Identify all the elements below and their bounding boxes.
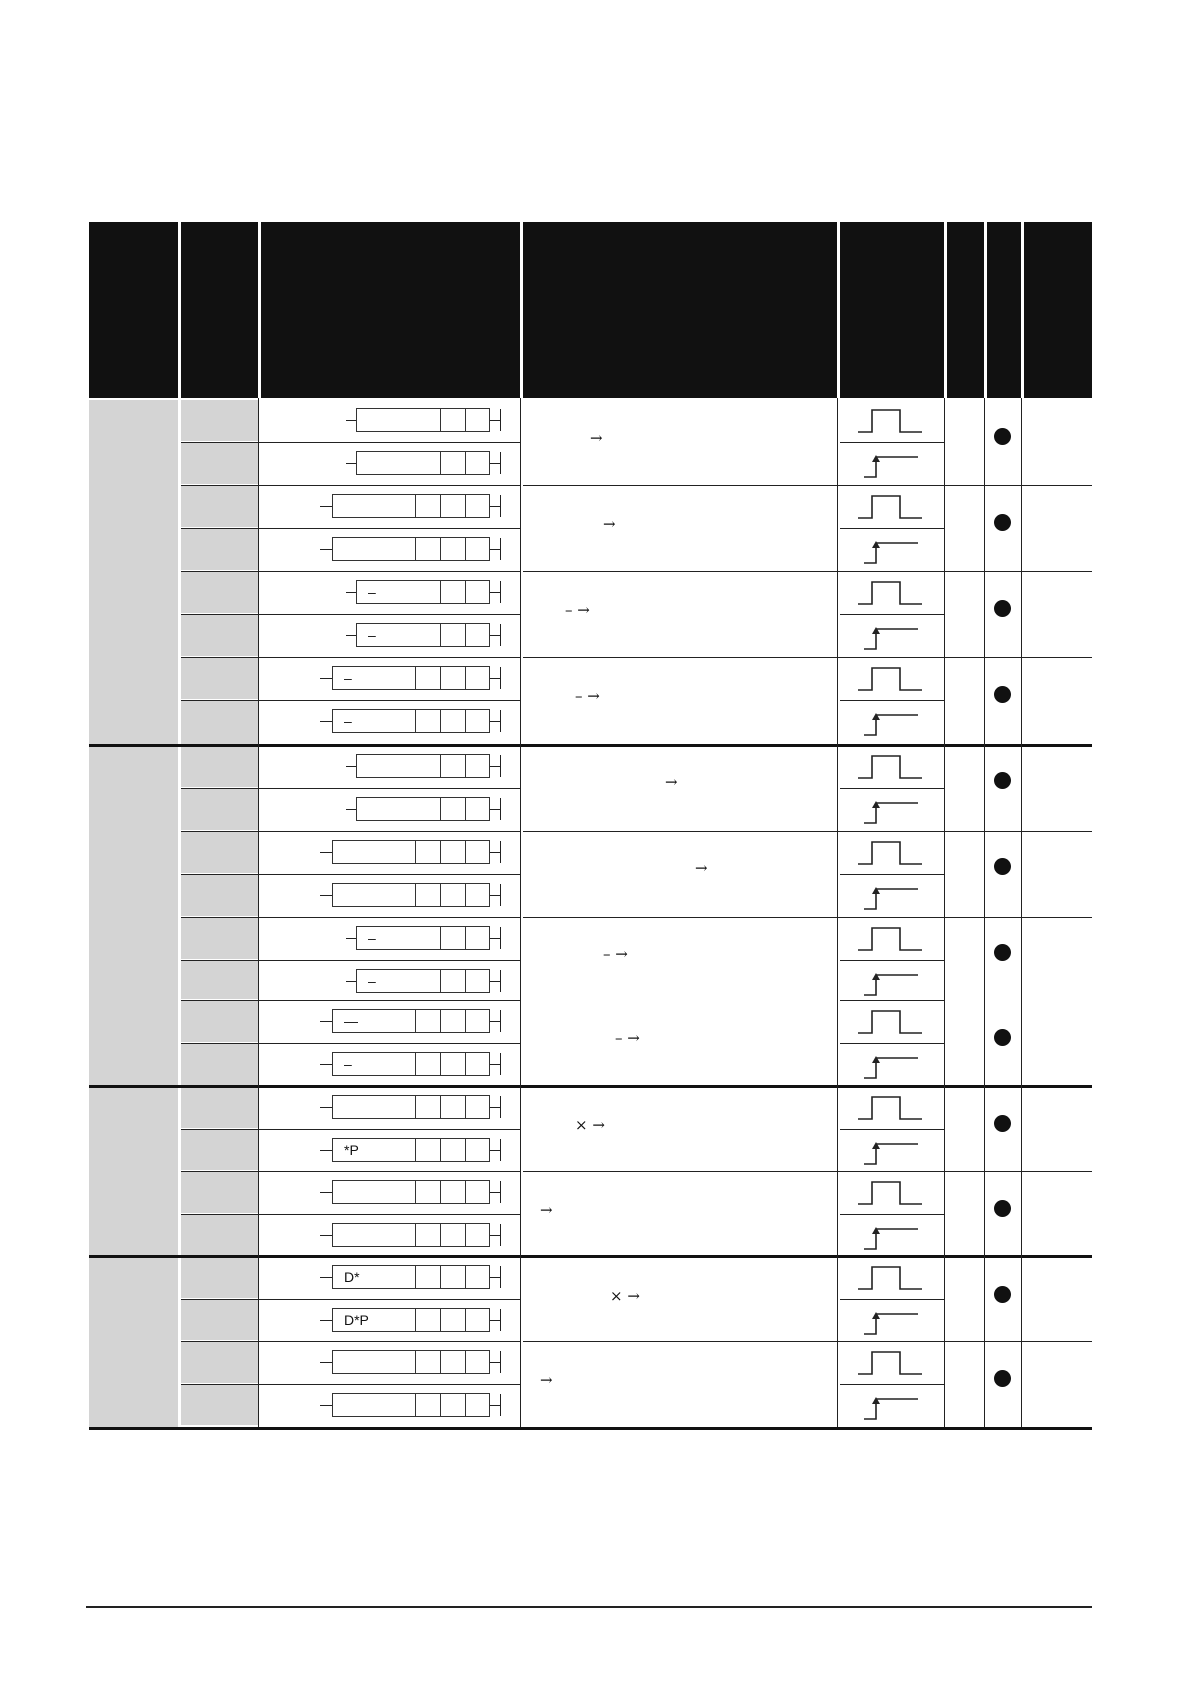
ladder-label: – [344, 670, 352, 686]
ladder-end-stub [490, 1235, 500, 1236]
ladder-symbol [0, 882, 520, 910]
pair-divider [523, 1341, 1092, 1342]
processing-text: → [603, 515, 616, 533]
row-divider-wave [840, 442, 944, 443]
row-divider-wave [840, 700, 944, 701]
ladder-operand-cell [415, 537, 416, 561]
execution-condition-level-icon [856, 1178, 926, 1208]
processing-text: – → [603, 945, 628, 963]
ladder-symbol [0, 839, 520, 867]
ladder-operand-cell [440, 1138, 441, 1162]
ladder-operand-cell [415, 666, 416, 690]
ladder-end-stub [490, 635, 500, 636]
ladder-operand-cell [415, 1052, 416, 1076]
row-divider-wave [840, 1129, 944, 1130]
ladder-end-bar [500, 1010, 501, 1032]
ladder-symbol [0, 753, 520, 781]
ladder-end-stub [490, 981, 500, 982]
ladder-input-stub [320, 1192, 332, 1193]
execution-condition-pulse-icon [856, 795, 926, 825]
ladder-instruction-box [356, 926, 490, 950]
ladder-operand-cell [440, 1308, 441, 1332]
ladder-instruction-box [356, 969, 490, 993]
ladder-input-stub [320, 1235, 332, 1236]
execution-condition-pulse-icon [856, 881, 926, 911]
applicable-dot-icon [994, 514, 1011, 531]
table-bottom-rule [89, 1427, 1092, 1430]
ladder-instruction-box [332, 840, 490, 864]
ladder-instruction-box [332, 709, 490, 733]
ladder-operand-cell [440, 926, 441, 950]
ladder-input-stub [320, 852, 332, 853]
ladder-end-stub [490, 463, 500, 464]
ladder-symbol [0, 708, 520, 736]
row-divider-wave [840, 788, 944, 789]
ladder-input-stub [346, 981, 356, 982]
column-divider [944, 398, 945, 1427]
execution-condition-level-icon [856, 1348, 926, 1378]
applicable-dot-icon [994, 1370, 1011, 1387]
ladder-end-bar [500, 710, 501, 732]
ladder-instruction-box [332, 1393, 490, 1417]
ladder-end-stub [490, 1021, 500, 1022]
ladder-input-stub [320, 1021, 332, 1022]
ladder-operand-cell [440, 709, 441, 733]
ladder-operand-cell [415, 1308, 416, 1332]
ladder-end-bar [500, 495, 501, 517]
pair-divider [523, 1171, 1092, 1172]
execution-condition-level-icon [856, 664, 926, 694]
ladder-operand-cell [465, 623, 466, 647]
row-divider-wave [840, 528, 944, 529]
ladder-end-stub [490, 1192, 500, 1193]
ladder-symbol [0, 407, 520, 435]
ladder-input-stub [320, 1107, 332, 1108]
ladder-operand-cell [440, 1350, 441, 1374]
ladder-end-stub [490, 809, 500, 810]
ladder-input-stub [346, 766, 356, 767]
execution-condition-pulse-icon [856, 707, 926, 737]
applicable-dot-icon [994, 1286, 1011, 1303]
ladder-input-stub [346, 635, 356, 636]
processing-text: – → [615, 1029, 640, 1047]
ladder-end-stub [490, 721, 500, 722]
ladder-input-stub [320, 1320, 332, 1321]
header-col-a [947, 222, 984, 398]
group-divider [89, 1255, 1092, 1258]
ladder-end-bar [500, 755, 501, 777]
ladder-operand-cell [415, 1223, 416, 1247]
processing-text: → [590, 429, 603, 447]
processing-text: × → [610, 1287, 640, 1305]
ladder-operand-cell [440, 883, 441, 907]
ladder-operand-cell [440, 451, 441, 475]
execution-condition-pulse-icon [856, 621, 926, 651]
applicable-dot-icon [994, 944, 1011, 961]
ladder-operand-cell [415, 883, 416, 907]
ladder-input-stub [320, 1150, 332, 1151]
ladder-instruction-box [332, 1095, 490, 1119]
ladder-input-stub [320, 549, 332, 550]
ladder-end-bar [500, 1139, 501, 1161]
ladder-label: – [368, 627, 376, 643]
ladder-end-bar [500, 927, 501, 949]
ladder-operand-cell [465, 1350, 466, 1374]
ladder-end-stub [490, 1107, 500, 1108]
ladder-instruction-box [332, 494, 490, 518]
ladder-end-bar [500, 884, 501, 906]
processing-text: → [665, 773, 678, 791]
ladder-end-stub [490, 506, 500, 507]
ladder-end-stub [490, 1277, 500, 1278]
applicable-dot-icon [994, 600, 1011, 617]
pair-divider [523, 571, 1092, 572]
ladder-operand-cell [440, 1052, 441, 1076]
pair-divider [523, 485, 1092, 486]
ladder-end-stub [490, 938, 500, 939]
ladder-input-stub [346, 938, 356, 939]
processing-text: → [540, 1371, 553, 1389]
ladder-operand-cell [465, 580, 466, 604]
ladder-instruction-box [332, 1052, 490, 1076]
ladder-operand-cell [465, 1393, 466, 1417]
ladder-instruction-box [332, 883, 490, 907]
ladder-label: – [344, 713, 352, 729]
ladder-operand-cell [440, 969, 441, 993]
ladder-symbol [0, 665, 520, 693]
ladder-operand-cell [465, 451, 466, 475]
ladder-instruction-box [356, 408, 490, 432]
ladder-operand-cell [415, 1393, 416, 1417]
ladder-end-bar [500, 1394, 501, 1416]
footer-rule [86, 1606, 1092, 1608]
header-col-b [987, 222, 1021, 398]
applicable-dot-icon [994, 428, 1011, 445]
ladder-operand-cell [440, 1223, 441, 1247]
ladder-input-stub [320, 895, 332, 896]
ladder-end-stub [490, 678, 500, 679]
ladder-operand-cell [465, 1223, 466, 1247]
ladder-end-bar [500, 841, 501, 863]
processing-text: – → [565, 601, 590, 619]
header-col-instruction [181, 222, 258, 398]
ladder-symbol [0, 536, 520, 564]
ladder-operand-cell [465, 1180, 466, 1204]
ladder-end-stub [490, 1362, 500, 1363]
ladder-end-stub [490, 1064, 500, 1065]
applicable-dot-icon [994, 1115, 1011, 1132]
ladder-input-stub [320, 506, 332, 507]
ladder-end-bar [500, 581, 501, 603]
ladder-input-stub [346, 463, 356, 464]
ladder-instruction-box [332, 1180, 490, 1204]
column-divider [520, 398, 521, 1427]
execution-condition-pulse-icon [856, 1391, 926, 1421]
execution-condition-pulse-icon [856, 967, 926, 997]
ladder-symbol [0, 1051, 520, 1079]
ladder-end-stub [490, 766, 500, 767]
ladder-symbol [0, 1008, 520, 1036]
applicable-dot-icon [994, 1029, 1011, 1046]
group-divider [89, 744, 1092, 747]
ladder-end-stub [490, 1150, 500, 1151]
ladder-end-bar [500, 1053, 501, 1075]
processing-text: → [695, 859, 708, 877]
ladder-symbol [0, 622, 520, 650]
execution-condition-level-icon [856, 1263, 926, 1293]
ladder-operand-cell [465, 1009, 466, 1033]
row-divider-wave [840, 1299, 944, 1300]
ladder-operand-cell [440, 1095, 441, 1119]
ladder-input-stub [320, 1405, 332, 1406]
ladder-operand-cell [415, 1138, 416, 1162]
ladder-operand-cell [465, 1265, 466, 1289]
ladder-symbol [0, 1137, 520, 1165]
ladder-symbol [0, 796, 520, 824]
group-divider [89, 1085, 1092, 1088]
ladder-operand-cell [415, 1095, 416, 1119]
column-divider [1021, 398, 1022, 1427]
ladder-end-stub [490, 895, 500, 896]
ladder-symbol [0, 1179, 520, 1207]
header-col-symbol [261, 222, 520, 398]
execution-condition-level-icon [856, 578, 926, 608]
ladder-operand-cell [440, 408, 441, 432]
ladder-input-stub [346, 809, 356, 810]
row-divider-wave [840, 1384, 944, 1385]
ladder-symbol [0, 1264, 520, 1292]
ladder-operand-cell [440, 623, 441, 647]
header-col-condition [840, 222, 944, 398]
ladder-symbol [0, 1392, 520, 1420]
header-col-category [89, 222, 178, 398]
ladder-instruction-box [356, 580, 490, 604]
row-divider-wave [840, 1000, 944, 1001]
column-divider [837, 398, 838, 1427]
ladder-operand-cell [465, 797, 466, 821]
ladder-end-stub [490, 420, 500, 421]
ladder-operand-cell [465, 1138, 466, 1162]
execution-condition-level-icon [856, 924, 926, 954]
applicable-dot-icon [994, 686, 1011, 703]
ladder-instruction-box [356, 754, 490, 778]
pair-divider [523, 831, 1092, 832]
ladder-operand-cell [415, 494, 416, 518]
ladder-operand-cell [440, 580, 441, 604]
execution-condition-level-icon [856, 492, 926, 522]
ladder-instruction-box [332, 1350, 490, 1374]
ladder-symbol [0, 1094, 520, 1122]
ladder-end-bar [500, 798, 501, 820]
ladder-operand-cell [415, 1265, 416, 1289]
execution-condition-level-icon [856, 1007, 926, 1037]
row-divider-wave [840, 614, 944, 615]
ladder-operand-cell [465, 883, 466, 907]
processing-text: – → [575, 687, 600, 705]
ladder-end-bar [500, 624, 501, 646]
ladder-instruction-box [356, 623, 490, 647]
ladder-operand-cell [465, 537, 466, 561]
ladder-operand-cell [440, 1265, 441, 1289]
ladder-instruction-box [332, 537, 490, 561]
ladder-end-bar [500, 970, 501, 992]
ladder-end-bar [500, 1181, 501, 1203]
ladder-end-bar [500, 1096, 501, 1118]
ladder-operand-cell [465, 666, 466, 690]
row-divider-wave [840, 874, 944, 875]
ladder-operand-cell [465, 709, 466, 733]
execution-condition-level-icon [856, 1093, 926, 1123]
execution-condition-pulse-icon [856, 449, 926, 479]
ladder-instruction-box [356, 451, 490, 475]
ladder-operand-cell [415, 1350, 416, 1374]
row-divider-wave [840, 1214, 944, 1215]
pair-divider [523, 657, 1092, 658]
ladder-end-bar [500, 667, 501, 689]
ladder-input-stub [346, 592, 356, 593]
execution-condition-level-icon [856, 406, 926, 436]
processing-text: × → [575, 1116, 605, 1134]
ladder-symbol [0, 1349, 520, 1377]
applicable-dot-icon [994, 858, 1011, 875]
header-col-processing [523, 222, 837, 398]
ladder-label: — [344, 1013, 358, 1029]
ladder-operand-cell [440, 1009, 441, 1033]
ladder-end-bar [500, 1266, 501, 1288]
ladder-operand-cell [465, 969, 466, 993]
ladder-input-stub [320, 1277, 332, 1278]
row-divider-wave [840, 1043, 944, 1044]
ladder-input-stub [320, 678, 332, 679]
ladder-operand-cell [415, 1009, 416, 1033]
ladder-label: – [368, 930, 376, 946]
ladder-operand-cell [415, 840, 416, 864]
ladder-operand-cell [465, 1095, 466, 1119]
ladder-end-stub [490, 1320, 500, 1321]
execution-condition-pulse-icon [856, 1221, 926, 1251]
ladder-end-stub [490, 852, 500, 853]
ladder-label: D*P [344, 1312, 369, 1328]
ladder-symbol [0, 450, 520, 478]
ladder-end-bar [500, 1309, 501, 1331]
ladder-input-stub [320, 721, 332, 722]
ladder-input-stub [320, 1064, 332, 1065]
execution-condition-level-icon [856, 838, 926, 868]
execution-condition-pulse-icon [856, 1050, 926, 1080]
ladder-operand-cell [415, 709, 416, 733]
ladder-end-bar [500, 409, 501, 431]
ladder-operand-cell [440, 1180, 441, 1204]
ladder-instruction-box [332, 666, 490, 690]
ladder-operand-cell [465, 754, 466, 778]
ladder-end-bar [500, 452, 501, 474]
ladder-operand-cell [465, 494, 466, 518]
ladder-symbol [0, 579, 520, 607]
processing-text: → [540, 1201, 553, 1219]
ladder-operand-cell [440, 840, 441, 864]
ladder-operand-cell [465, 408, 466, 432]
ladder-input-stub [320, 1362, 332, 1363]
execution-condition-pulse-icon [856, 535, 926, 565]
ladder-operand-cell [440, 754, 441, 778]
ladder-operand-cell [465, 1052, 466, 1076]
ladder-operand-cell [440, 797, 441, 821]
ladder-operand-cell [415, 1180, 416, 1204]
ladder-end-stub [490, 1405, 500, 1406]
execution-condition-pulse-icon [856, 1136, 926, 1166]
ladder-instruction-box [332, 1223, 490, 1247]
header-col-c [1024, 222, 1092, 398]
ladder-operand-cell [440, 494, 441, 518]
ladder-operand-cell [465, 1308, 466, 1332]
ladder-end-bar [500, 538, 501, 560]
column-divider [984, 398, 985, 1427]
ladder-label: – [368, 584, 376, 600]
ladder-symbol [0, 1222, 520, 1250]
applicable-dot-icon [994, 1200, 1011, 1217]
applicable-dot-icon [994, 772, 1011, 789]
ladder-symbol [0, 493, 520, 521]
ladder-operand-cell [440, 537, 441, 561]
ladder-label: – [368, 973, 376, 989]
execution-condition-pulse-icon [856, 1306, 926, 1336]
ladder-instruction-box [356, 797, 490, 821]
ladder-label: D* [344, 1269, 360, 1285]
ladder-symbol [0, 968, 520, 996]
ladder-input-stub [346, 420, 356, 421]
ladder-symbol [0, 925, 520, 953]
ladder-end-stub [490, 592, 500, 593]
row-divider-wave [840, 960, 944, 961]
ladder-end-bar [500, 1351, 501, 1373]
ladder-label: *P [344, 1142, 359, 1158]
ladder-operand-cell [465, 840, 466, 864]
pair-divider [523, 917, 1092, 918]
ladder-operand-cell [465, 926, 466, 950]
ladder-end-stub [490, 549, 500, 550]
ladder-end-bar [500, 1224, 501, 1246]
ladder-operand-cell [440, 1393, 441, 1417]
ladder-operand-cell [440, 666, 441, 690]
execution-condition-level-icon [856, 752, 926, 782]
ladder-symbol [0, 1307, 520, 1335]
ladder-label: – [344, 1056, 352, 1072]
